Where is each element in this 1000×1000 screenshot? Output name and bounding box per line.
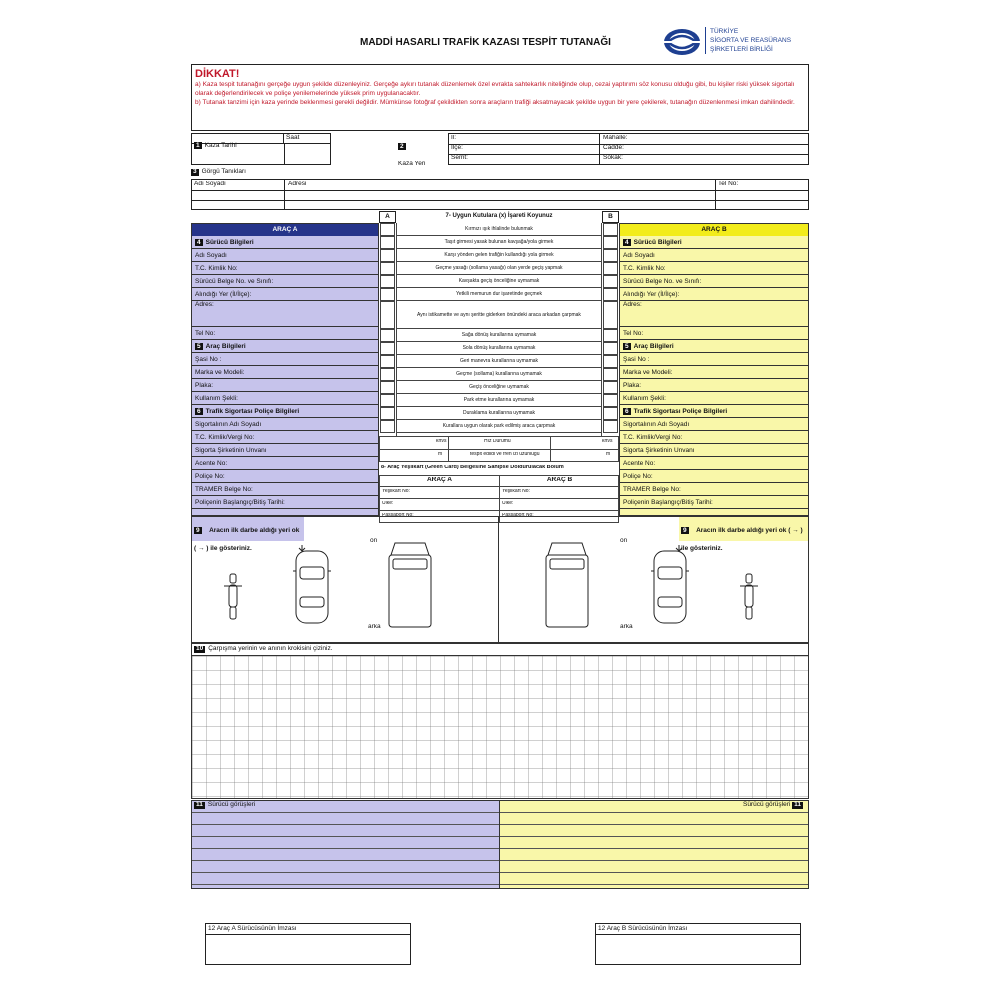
checklist-item: Kurallara uygun olarak park edilmiş araca çarpmak [397,420,601,433]
checkbox-a[interactable] [380,394,395,407]
vehicle-a-panel [191,223,379,516]
field-label: Adres: [195,301,214,308]
field-label: Sigortalının Adı Soyadı [623,420,690,428]
kaza-tarihi-field[interactable] [194,146,282,164]
field-label: Acente No: [195,459,228,467]
field-label: Marka ve Modeli: [195,368,245,376]
section-number: 5 [625,342,629,350]
section-1: 1 Kaza Tarihi Saat [191,133,331,165]
signature-b-box[interactable]: 12 Araç B Sürücüsünün İmzası [595,923,801,965]
checkbox-b[interactable] [603,329,618,342]
checkbox-b[interactable] [603,355,618,368]
vehicleB-row-13[interactable] [620,418,808,431]
field-label: T.C. Kimlik/Vergi No: [623,433,683,441]
signature-b-label: Araç B Sürücüsünün İmzası [606,925,688,932]
checklist-item: Sola dönüş kurallarına uymamak [397,342,601,355]
field-label: TRAMER Belge No: [195,485,253,493]
vehicleB-row-8[interactable] [620,353,808,366]
field-label: Tel No: [195,329,216,337]
col-b-label: B [602,211,619,223]
section-8-heading: 8- Araç Yeşilkart (Green Card) Belgesine Sahipse Doldurulacak Bölüm [381,465,564,470]
field-label: Sigorta Şirketinin Unvanı [195,446,267,454]
checkbox-a[interactable] [380,420,395,433]
speed-label: Hız Durumu [484,439,511,444]
section-number: 4 [197,238,201,246]
warning-heading: DİKKAT! [195,68,240,80]
checkbox-b[interactable] [603,262,618,275]
checkbox-a[interactable] [380,301,395,329]
vehicleB-row-14[interactable] [620,431,808,444]
checkbox-b[interactable] [603,368,618,381]
field-label: Araç Bilgileri [633,342,674,350]
logo-text: TÜRKİYE SİGORTA VE REASÜRANS ŞİRKETLERİ BİRLİĞİ [705,27,791,54]
field-label: TRAMER Belge No: [623,485,681,493]
saat-label: Saat [284,134,330,144]
checklist-item: Geri manevra kurallarına uymamak [397,355,601,368]
kaza-yeri-label: Kaza Yeri [398,161,426,167]
vehicleB-row-18[interactable] [620,483,808,496]
vehicleA-row-5[interactable] [192,301,378,327]
checkbox-a[interactable] [380,262,395,275]
checkbox-a[interactable] [380,355,395,368]
checkbox-b[interactable] [603,288,618,301]
kaza-tarihi-label: Kaza Tarihi [204,142,237,149]
vehicleA-row-13[interactable] [192,418,378,431]
vehicleA-row-1[interactable] [192,249,378,262]
section-9-text-a: Aracın ilk darbe aldığı yeri ok ( → ) ile gösteriniz. [194,527,300,552]
section-number: 4 [625,238,629,246]
vehicleB-row-9[interactable] [620,366,808,379]
section-11 [191,800,809,889]
vehicleA-row-7[interactable] [192,340,378,353]
sketch-area[interactable] [192,656,808,798]
field-label: Plaka: [195,381,214,389]
checkbox-b[interactable] [603,275,618,288]
checklist-item: Geçme (sollama) kurallarına uymamak [397,368,601,381]
field-label: Kullanım Şekli: [623,394,666,402]
checklist-item: Park etme kurallarına uymamak [397,394,601,407]
section-2: 2 Kaza Yeri İl: İlçe: Semt: Mahalle: Cadde: Sokak: [396,133,809,165]
warning-para-b: b) Tutanak tanzimi için kaza yerinde beklenmesi gerekli değildir. Mümkünse fotoğraf çekildikten sonra araçların trafiği aksatmayacak şekilde uygun bir yere çekilerek, tutanağın düzenlenmesi imkan dahilindedir. [195,99,795,106]
vehicleA-row-17[interactable] [192,470,378,483]
field-label: T.C. Kimlik No: [623,264,666,272]
section-number: 5 [197,342,201,350]
checkbox-a[interactable] [380,223,395,236]
checklist-item: Taşıt girmesi yasak bulunan kavşağa/yola girmek [397,236,601,249]
vehicleB-row-17[interactable] [620,470,808,483]
checklist-item: Geçiş önceliğine uymamak [397,381,601,394]
vehicleA-row-6[interactable] [192,327,378,340]
vehicleA-row-19[interactable] [192,496,378,509]
vehicleA-row-0[interactable] [192,236,378,249]
checkbox-b[interactable] [603,301,618,329]
field-label: Kullanım Şekli: [195,394,238,402]
field-label: Sürücü Belge No. ve Sınıfı: [195,277,274,285]
section-9-text-b: Aracın ilk darbe aldığı yeri ok ( → ) ile gösteriniz. [681,527,803,552]
vehicleA-row-8[interactable] [192,353,378,366]
field-label: Şasi No : [623,355,650,363]
vehicleB-row-7[interactable] [620,340,808,353]
car-a-icon[interactable] [293,545,331,627]
section-9: 9 Aracın ilk darbe aldığı yeri ok ( → ) ile gösteriniz. 9 Aracın ilk darbe aldığı yeri ok ( → ) ile gösteriniz. ön arka ön arka [191,516,809,643]
checkbox-a[interactable] [380,407,395,420]
field-label: Sigorta Şirketinin Unvanı [623,446,695,454]
section-10-label: Çarpışma yerinin ve anının krokisini çiziniz. [208,645,333,652]
section-number: 6 [625,407,629,415]
checkbox-b[interactable] [603,342,618,355]
field-label: Trafik Sigortası Poliçe Bilgileri [633,407,728,415]
vehicleA-row-11[interactable] [192,392,378,405]
field-label: Plaka: [623,381,642,389]
field-label: Adı Soyadı [195,251,227,259]
field-label: Alındığı Yer (İl/İlçe): [195,290,252,298]
motorcycle-b-icon[interactable] [740,572,758,622]
field-label: Poliçenin Başlangıç/Bitiş Tarihi: [195,498,285,506]
section-number: 6 [197,407,201,415]
section-7-heading: 7- Uygun Kutulara (x) İşareti Koyunuz [445,213,553,219]
field-label: T.C. Kimlik No: [195,264,238,272]
vehicle-a-header: ARAÇ A [192,224,378,236]
vehicle-b-panel [619,223,809,516]
truck-b-icon[interactable] [544,541,590,629]
tsrsb-logo [662,26,702,58]
checklist-item: Karşı yönden gelen trafiğin kullandığı yola girmek [397,249,601,262]
checkbox-b[interactable] [603,249,618,262]
signature-a-box[interactable]: 12 Araç A Sürücüsünün İmzası [205,923,411,965]
saat-field[interactable] [287,146,329,164]
field-label: Poliçe No: [195,472,225,480]
checkbox-a[interactable] [380,368,395,381]
field-label: Şasi No : [195,355,222,363]
field-label: Araç Bilgileri [205,342,246,350]
vehicleB-row-0[interactable] [620,236,808,249]
field-label: Sürücü Bilgileri [205,238,254,246]
field-label: Alındığı Yer (İl/İlçe): [623,290,680,298]
vehicleB-row-5[interactable] [620,301,808,327]
checkbox-b[interactable] [603,236,618,249]
section-10: 10 Çarpışma yerinin ve anının krokisini çiziniz. [191,643,809,799]
field-label: Acente No: [623,459,656,467]
checkbox-b[interactable] [603,420,618,433]
checkbox-a[interactable] [380,342,395,355]
car-b-icon[interactable] [651,545,689,627]
vehicleA-row-4[interactable] [192,288,378,301]
truck-a-icon[interactable] [387,541,433,629]
vehicleB-row-3[interactable] [620,275,808,288]
distance-label: tespit edildi ve fren izi uzunluğu [470,452,540,457]
field-label: Adı Soyadı [623,251,655,259]
field-label: Poliçe No: [623,472,653,480]
vehicleA-row-9[interactable] [192,366,378,379]
vehicleA-row-15[interactable] [192,444,378,457]
vehicleA-row-3[interactable] [192,275,378,288]
section-7: A 7- Uygun Kutulara (x) İşareti Koyunuz B Kırmızı ışık ihlalinde bulunmak Taşıt girmesi yasak bulunan kavşağa/yola girmek Karşı yönden gelen trafiğin kullandığı yola girmek Geçme yasağı (sollama yasağı) olan yerde geçiş yapmak Kavşakta geçiş önceliğine uymamak Yetkili memurun dur işaretinde geçmek Aynı istikamette ve aynı şeritte giderken önündeki araca arkadan çarpmak Sağa dönüş kurallarına uymamak Sola dönüş kurallarına uymamak Geri manevra kurallarına uymamak Geçme (sollama) kurallarına uymamak Geçiş önceliğine uymamak Park etme kurallarına uymamak Duraklama kurallarına uymamak Kurallara uygun olarak park edilmiş araca çarpmak km/s Hız Durumu km/s m tespit edildi ve fren izi uzunluğu m 8- Araç Yeşilkart (Green Card) Belgesine Sahipse Doldurulacak Bölüm ARAÇ A ARAÇ B Yeşilkart No: Ülke: Passaport No: Yeşilkart No: Ülke: Passaport No: [379,211,619,523]
checkbox-a[interactable] [380,236,395,249]
vehicleA-row-10[interactable] [192,379,378,392]
checkbox-b[interactable] [603,407,618,420]
checkbox-b[interactable] [603,223,618,236]
vehicleA-row-14[interactable] [192,431,378,444]
checklist-item: Aynı istikamette ve aynı şeritte giderken önündeki araca arkadan çarpmak [397,301,601,329]
checkbox-b[interactable] [603,394,618,407]
checklist-item: Yetkili memurun dur işaretinde geçmek [397,288,601,301]
vehicleA-row-2[interactable] [192,262,378,275]
checklist-item: Sağa dönüş kurallarına uymamak [397,329,601,342]
vehicleB-row-19[interactable] [620,496,808,509]
field-label: Trafik Sigortası Poliçe Bilgileri [205,407,300,415]
checkbox-a[interactable] [380,249,395,262]
checklist-item: Kavşakta geçiş önceliğine uymamak [397,275,601,288]
driver-b-statement[interactable]: Sürücü görüşleri 11 [499,801,808,888]
vehicleB-row-6[interactable] [620,327,808,340]
vehicleB-row-11[interactable] [620,392,808,405]
warning-para-a: a) Kaza tespit tutanağını gerçeğe uygun şekilde düzenleyiniz. Gerçeğe aykırı tutanak düzenlemek özel evrakta sahtekarlık niteliğinde olup, cezai yaptırımı söz konusu olduğu gibi, bu kişiler riski yüksek sigortalı olarak değerlendirilecek ve poliçe yenilemelerinde yüksek prim uygulanacaktır. [195,81,795,97]
checklist-item: Duraklama kurallarına uymamak [397,407,601,420]
vehicleB-row-16[interactable] [620,457,808,470]
field-label: Poliçenin Başlangıç/Bitiş Tarihi: [623,498,713,506]
form-title: MADDİ HASARLI TRAFİK KAZASI TESPİT TUTANAĞI [360,37,611,48]
vehicleB-row-4[interactable] [620,288,808,301]
section-3: 3 Görgü Tanıkları Adı Soyadı Adresi Tel No: [191,168,809,210]
checkbox-a[interactable] [380,329,395,342]
checkbox-a[interactable] [380,288,395,301]
motorcycle-a-icon[interactable] [224,572,242,622]
field-label: Sürücü Belge No. ve Sınıfı: [623,277,702,285]
vehicleB-row-12[interactable] [620,405,808,418]
checklist-item: Kırmızı ışık ihlalinde bulunmak [397,223,601,236]
signature-a-label: Araç A Sürücüsünün İmzası [216,925,297,932]
vehicleB-row-15[interactable] [620,444,808,457]
checkbox-b[interactable] [603,381,618,394]
vehicleB-row-2[interactable] [620,262,808,275]
field-label: Sigortalının Adı Soyadı [195,420,262,428]
field-label: Marka ve Modeli: [623,368,673,376]
field-label: Sürücü Bilgileri [633,238,682,246]
field-label: T.C. Kimlik/Vergi No: [195,433,255,441]
driver-a-statement[interactable]: 11 Sürücü görüşleri [192,801,499,888]
checklist-item: Geçme yasağı (sollama yasağı) olan yerde geçiş yapmak [397,262,601,275]
warning-box [191,64,809,131]
col-a-label: A [379,211,396,223]
vehicleB-row-1[interactable] [620,249,808,262]
vehicleA-row-12[interactable] [192,405,378,418]
checkbox-a[interactable] [380,275,395,288]
vehicleA-row-16[interactable] [192,457,378,470]
checkbox-a[interactable] [380,381,395,394]
field-label: Tel No: [623,329,644,337]
vehicleA-row-18[interactable] [192,483,378,496]
field-label: Adres: [623,301,642,308]
vehicle-b-header: ARAÇ B [620,224,808,236]
vehicleB-row-10[interactable] [620,379,808,392]
